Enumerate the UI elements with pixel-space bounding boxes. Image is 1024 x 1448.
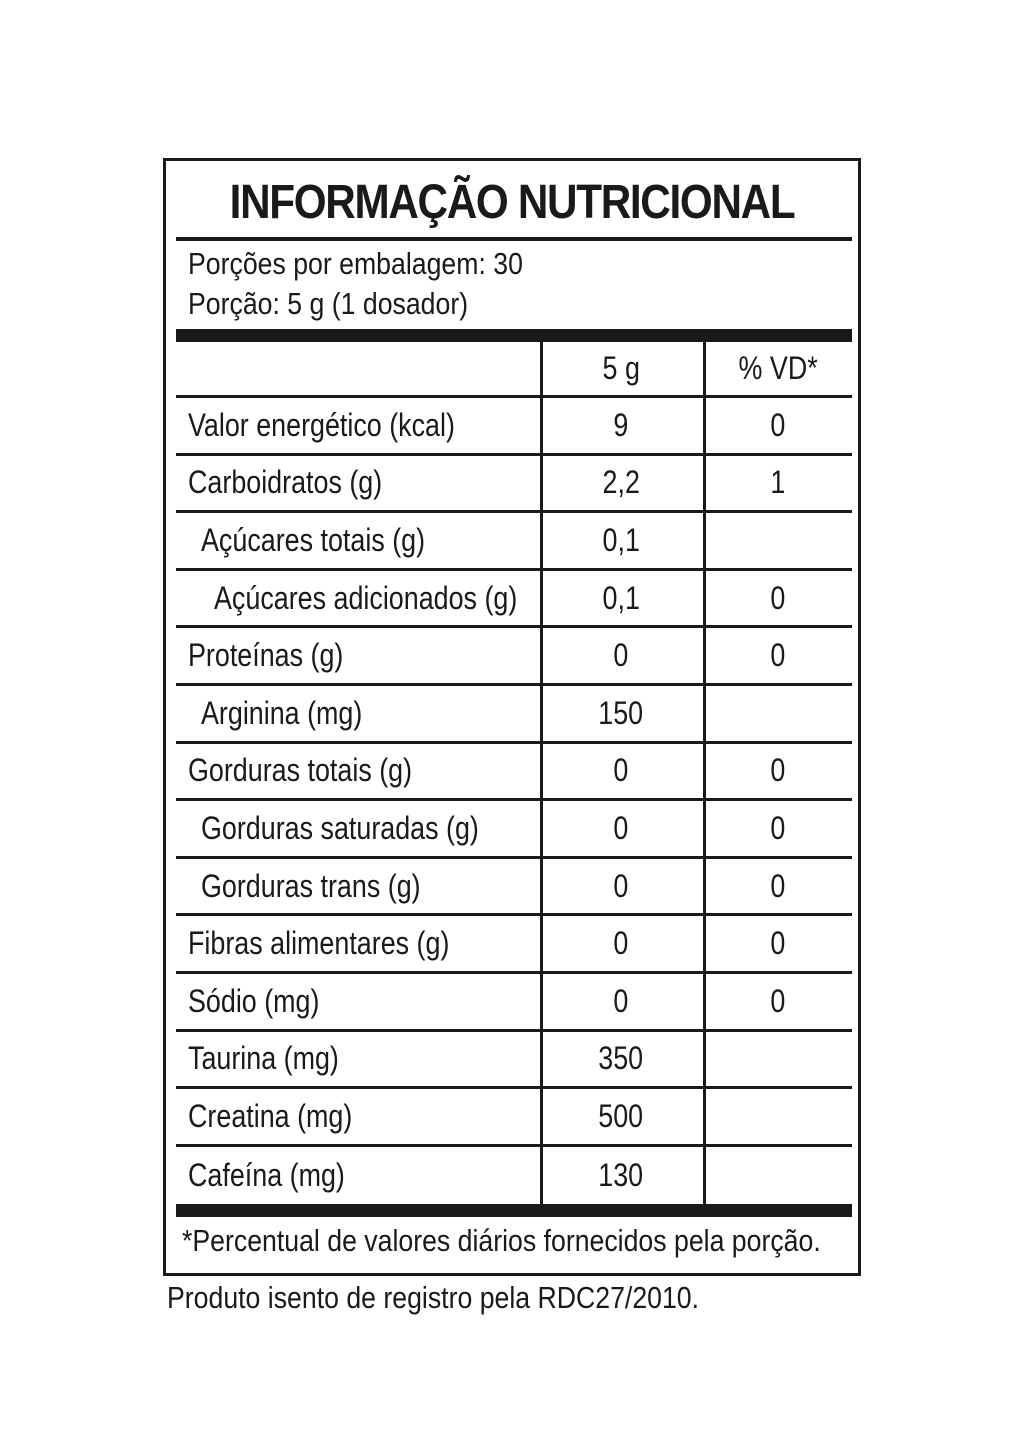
column-divider-dv	[703, 342, 706, 1206]
nutrition-facts-panel	[163, 158, 861, 1276]
nutrient-daily-value: 0	[770, 637, 786, 674]
table-row	[176, 801, 852, 859]
nutrient-label: Proteínas (g)	[188, 637, 344, 674]
table-row	[176, 1089, 852, 1147]
table-row	[176, 974, 852, 1032]
nutrient-amount: 500	[598, 1097, 644, 1134]
nutrient-daily-value	[704, 686, 852, 741]
table-row	[176, 686, 852, 744]
table-header-row	[176, 342, 852, 398]
table-row	[176, 744, 852, 802]
table-bottom-divider	[176, 1204, 852, 1217]
nutrient-daily-value: 0	[770, 867, 786, 904]
nutrient-table	[176, 342, 852, 1204]
table-row	[176, 916, 852, 974]
nutrient-amount: 0	[613, 925, 629, 962]
table-row	[176, 1147, 852, 1205]
nutrient-daily-value: 0	[770, 925, 786, 962]
nutrient-amount: 2,2	[602, 464, 640, 501]
footnote: *Percentual de valores diários fornecidos pela porção.	[182, 1223, 821, 1258]
nutrient-label: Gorduras totais (g)	[188, 752, 413, 789]
portion-size: Porção: 5 g (1 dosador)	[188, 286, 469, 321]
nutrient-amount: 0	[613, 809, 629, 846]
nutrient-label: Gorduras trans (g)	[201, 867, 421, 904]
nutrient-label: Sódio (mg)	[188, 982, 320, 1019]
nutrient-amount: 9	[613, 406, 629, 443]
title-divider	[176, 237, 852, 241]
nutrient-amount: 0,1	[602, 579, 640, 616]
nutrient-daily-value: 0	[770, 752, 786, 789]
nutrient-label: Taurina (mg)	[188, 1040, 339, 1077]
nutrient-label: Gorduras saturadas (g)	[201, 809, 479, 846]
serving-divider	[176, 329, 852, 342]
nutrient-daily-value: 0	[770, 809, 786, 846]
nutrient-amount: 0,1	[602, 521, 640, 558]
table-row	[176, 1032, 852, 1090]
table-row	[176, 398, 852, 456]
nutrient-label: Cafeína (mg)	[188, 1157, 345, 1194]
nutrient-daily-value	[704, 1032, 852, 1087]
table-row	[176, 456, 852, 514]
portions-per-package: Porções por embalagem: 30	[188, 246, 523, 281]
table-row	[176, 513, 852, 571]
table-row	[176, 571, 852, 629]
header-amount: 5 g	[602, 350, 640, 386]
nutrient-label: Valor energético (kcal)	[188, 406, 455, 443]
panel-title: INFORMAÇÃO NUTRICIONAL	[229, 176, 795, 229]
nutrient-daily-value: 0	[770, 579, 786, 616]
nutrient-label: Açúcares totais (g)	[201, 521, 426, 558]
nutrient-amount: 130	[598, 1157, 644, 1194]
column-divider-amount	[540, 342, 543, 1206]
nutrient-label: Creatina (mg)	[188, 1097, 353, 1134]
nutrient-label: Açúcares adicionados (g)	[214, 579, 518, 616]
nutrient-daily-value	[704, 513, 852, 568]
header-daily-value: % VD*	[738, 350, 818, 386]
nutrient-label: Fibras alimentares (g)	[188, 925, 450, 962]
nutrient-daily-value	[704, 1147, 852, 1205]
nutrient-amount: 150	[598, 694, 644, 731]
header-label	[188, 342, 538, 395]
table-row	[176, 628, 852, 686]
nutrient-daily-value: 0	[770, 406, 786, 443]
table-row	[176, 859, 852, 917]
nutrient-amount: 0	[613, 867, 629, 904]
nutrient-amount: 350	[598, 1040, 644, 1077]
nutrient-amount: 0	[613, 982, 629, 1019]
nutrient-daily-value: 0	[770, 982, 786, 1019]
registration-note: Produto isento de registro pela RDC27/2010.	[167, 1280, 700, 1315]
nutrient-daily-value	[704, 1089, 852, 1144]
nutrient-amount: 0	[613, 637, 629, 674]
nutrient-amount: 0	[613, 752, 629, 789]
nutrient-label: Carboidratos (g)	[188, 464, 383, 501]
nutrient-daily-value: 1	[770, 464, 786, 501]
nutrient-label: Arginina (mg)	[201, 694, 363, 731]
